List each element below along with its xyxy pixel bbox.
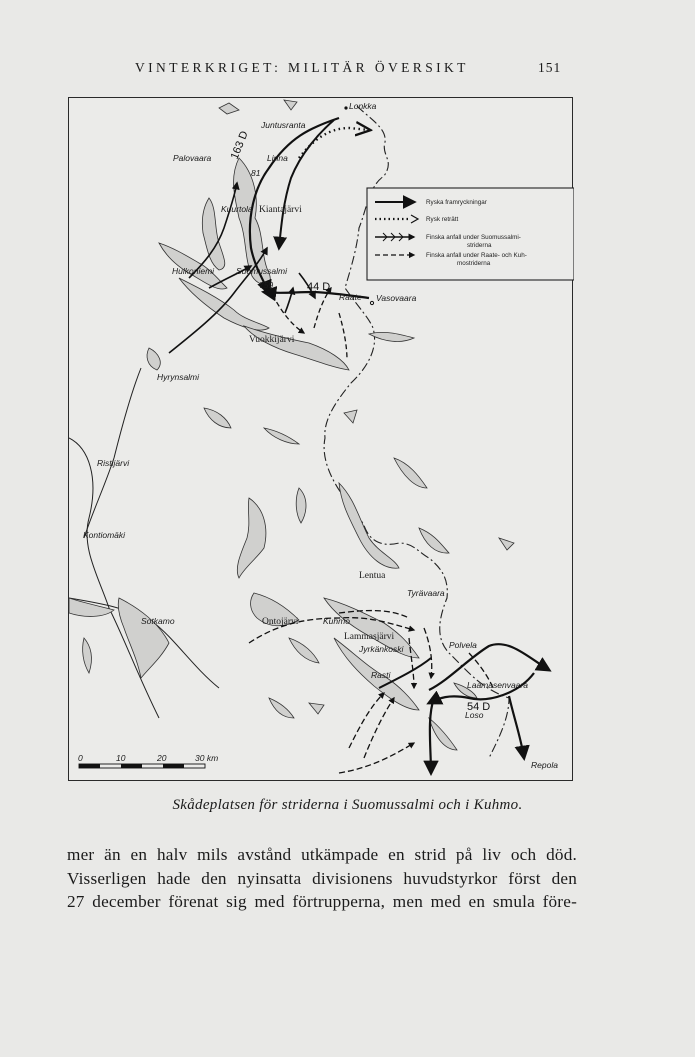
label-lentua: Lentua [359, 571, 386, 581]
finnish-attack-dashed [364, 698, 394, 758]
label-linna: Linna [267, 153, 288, 163]
running-header [0, 60, 695, 84]
label-lonkka: Lonkka [349, 101, 377, 111]
russian-advance-arrow [509, 696, 524, 758]
legend-item-1: Ryska framryckningar [426, 199, 487, 206]
division-44d: 44 D [307, 281, 331, 293]
regiment-81: 81 [251, 168, 261, 178]
label-kuhmo: Kuhmo [323, 616, 350, 626]
label-lammasjarvi: Lammasjärvi [344, 632, 395, 642]
label-kiantajarvi: Kiantajärvi [259, 205, 302, 215]
label-kontiomaki: Kontiomäki [83, 530, 126, 540]
running-title: VINTERKRIGET: MILITÄR ÖVERSIKT [135, 60, 469, 75]
battle-map [68, 97, 573, 781]
russian-advance-arrow [430, 698, 434, 773]
regiment-759: 759 [259, 280, 274, 290]
page-number: 151 [538, 60, 562, 75]
label-jyrkankoski: Jyrkänkoski [359, 644, 404, 654]
finnish-attack-dashed [339, 743, 414, 773]
finnish-attack-dashed [424, 628, 432, 678]
body-text [67, 843, 577, 914]
label-palovaara: Palovaara [173, 153, 212, 163]
label-suomussalmi: Suomussalmi [236, 266, 288, 276]
body-line: 27 december förenat sig med förtrupperna, men med en smula före- [67, 892, 577, 911]
label-hyrynsalmi: Hyrynsalmi [157, 372, 200, 382]
label-tyravaara: Tyrävaara [407, 588, 445, 598]
body-line: Visserligen hade den nyinsatta divisionens huvudstyrkor först den [67, 868, 577, 888]
legend-item-4a: Finska anfall under Raate- och Kuh- [426, 252, 527, 259]
label-sotkamo: Sotkamo [141, 616, 175, 626]
map-caption: Skådeplatsen för striderna i Suomussalmi och i Kuhmo. [172, 797, 523, 813]
map-legend [367, 188, 574, 280]
label-hulkoniemi: Hulkoniemi [172, 266, 215, 276]
label-ristijarvi: Ristijärvi [97, 458, 130, 468]
scale-tick-30: 30 km [195, 753, 219, 763]
division-163d: 163 D [228, 129, 251, 162]
division-54d: 54 D [467, 701, 491, 713]
finnish-attack-dashed [339, 313, 347, 360]
legend-item-3b: striderna [467, 242, 492, 249]
russian-retreat-arrow [299, 128, 369, 158]
scale-bar [78, 753, 218, 768]
russian-advance-arrow [279, 120, 334, 248]
scale-tick-10: 10 [116, 753, 126, 763]
finnish-attack-dashed [349, 693, 384, 748]
finnish-attacks-raate-kuhmo [249, 288, 494, 773]
legend-item-4b: mostriderna [457, 260, 491, 267]
road-line [69, 438, 159, 718]
scale-tick-0: 0 [78, 753, 83, 763]
scale-tick-20: 20 [157, 753, 167, 763]
legend-item-2: Rysk reträtt [426, 216, 459, 223]
legend-item-3a: Finska anfall under Suomussalmi- [426, 234, 521, 241]
label-juntusranta: Juntusranta [261, 120, 306, 130]
label-kuurtola: Kuurtola [221, 204, 253, 214]
label-repola: Repola [531, 760, 558, 770]
body-line: mer än en halv mils avstånd utkämpade en strid på liv och död. [67, 845, 577, 864]
label-vasovaara: Vasovaara [376, 293, 417, 303]
label-rasti: Rasti [371, 670, 391, 680]
label-loso: Loso [465, 710, 484, 720]
road-line [84, 368, 141, 538]
label-polvela: Polvela [449, 640, 477, 650]
label-raate: Raate [339, 292, 362, 302]
label-vuokkijarvi: Vuokkijärvi [249, 335, 295, 345]
label-laamasenvaara: Laamasenvaara [467, 680, 528, 690]
label-ontojarvi: Ontojärvi [262, 617, 299, 627]
